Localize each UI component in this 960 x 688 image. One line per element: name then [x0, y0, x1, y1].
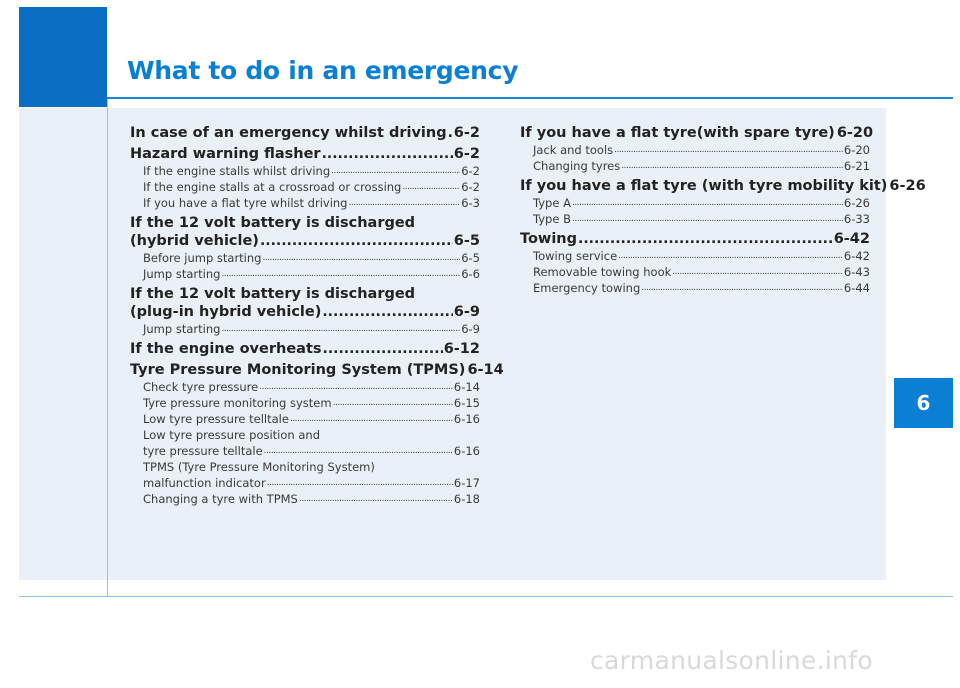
toc-entry-line[interactable]: If the 12 volt battery is discharged — [130, 286, 416, 302]
toc-leader-dots — [448, 124, 453, 142]
toc-subsection-entry[interactable] — [130, 321, 480, 337]
toc-page-number: 6-26 — [889, 178, 926, 194]
toc-subsection-entry[interactable] — [130, 266, 480, 282]
toc-entry-title: Removable towing hook — [533, 265, 672, 279]
toc-page-number: 6-5 — [461, 251, 480, 265]
toc-leader-dots — [264, 443, 453, 459]
toc-leader-dots — [221, 266, 460, 282]
toc-section-entry[interactable] — [130, 340, 480, 358]
toc-leader-dots — [299, 491, 453, 507]
toc-leader-dots — [621, 158, 843, 174]
toc-page-number: 6-2 — [453, 146, 480, 162]
toc-leader-dots — [322, 145, 453, 163]
toc-entry-title: Hazard warning flasher — [130, 146, 321, 162]
toc-entry-title: Tyre pressure monitoring system — [143, 396, 332, 410]
toc-page-number: 6-20 — [843, 143, 870, 157]
toc-page-number: 6-17 — [453, 476, 480, 490]
footer-rule — [19, 596, 953, 597]
toc-leader-dots — [618, 248, 843, 264]
toc-page-number: 6-33 — [843, 212, 870, 226]
toc-section-entry[interactable] — [520, 230, 870, 248]
toc-leader-dots — [333, 395, 453, 411]
chapter-tab[interactable]: 6 — [894, 378, 953, 428]
toc-section-entry[interactable] — [130, 232, 480, 250]
toc-page-number: 6-14 — [453, 380, 480, 394]
toc-entry-title: Type A — [533, 196, 571, 210]
toc-page-number: 6-20 — [836, 125, 874, 141]
toc-leader-dots — [402, 179, 460, 195]
toc-entry-title: (plug-in hybrid vehicle) — [130, 304, 322, 320]
toc-page-number: 6-9 — [461, 322, 480, 336]
toc-entry-title: Emergency towing — [533, 281, 641, 295]
toc-subsection-entry[interactable] — [520, 248, 870, 264]
toc-page-number: 6-15 — [453, 396, 480, 410]
toc-subsection-entry[interactable] — [520, 195, 870, 211]
toc-subsection-entry[interactable] — [130, 250, 480, 266]
toc-page-number: 6-26 — [843, 196, 870, 210]
toc-subsection-entry[interactable] — [520, 158, 870, 174]
toc-section-entry[interactable] — [130, 124, 480, 142]
toc-entry-title: tyre pressure telltale — [143, 444, 263, 458]
toc-entry-title: Towing — [520, 231, 577, 247]
toc-page-number: 6-16 — [453, 412, 480, 426]
toc-page-number: 6-42 — [833, 231, 870, 247]
toc-page-number: 6-9 — [453, 304, 480, 320]
toc-entry-title: If the engine stalls whilst driving — [143, 164, 331, 178]
toc-section-entry[interactable] — [130, 361, 504, 379]
toc-section-entry[interactable] — [130, 145, 480, 163]
chapter-color-block — [19, 7, 107, 107]
toc-page-number: 6-5 — [453, 233, 480, 249]
toc-entry-title: Towing service — [533, 249, 618, 263]
toc-subsection-entry[interactable] — [130, 179, 480, 195]
toc-subsection-entry[interactable] — [130, 443, 480, 459]
toc-page-number: 6-2 — [461, 180, 480, 194]
toc-leader-dots — [572, 211, 843, 227]
toc-entry-title: Tyre Pressure Monitoring System (TPMS) — [130, 362, 466, 378]
toc-entry-title: If you have a flat tyre whilst driving — [143, 196, 348, 210]
toc-entry-title: In case of an emergency whilst driving — [130, 125, 447, 141]
toc-section-entry[interactable] — [130, 303, 480, 321]
toc-column-left — [130, 121, 504, 507]
toc-entry-line[interactable]: TPMS (Tyre Pressure Monitoring System) — [143, 460, 375, 474]
toc-entry-title: Type B — [533, 212, 571, 226]
toc-leader-dots — [260, 232, 453, 250]
toc-page-number: 6-3 — [461, 196, 480, 210]
toc-subsection-entry[interactable] — [520, 211, 870, 227]
side-panel — [19, 108, 107, 580]
watermark: carmanualsonline.info — [590, 646, 873, 675]
toc-leader-dots — [641, 280, 843, 296]
toc-leader-dots — [267, 475, 453, 491]
toc-subsection-entry[interactable] — [520, 264, 870, 280]
toc-subsection-entry[interactable] — [130, 195, 480, 211]
toc-leader-dots — [323, 340, 443, 358]
toc-page-number: 6-2 — [461, 164, 480, 178]
toc-leader-dots — [221, 321, 460, 337]
toc-page-number: 6-21 — [843, 159, 870, 173]
toc-entry-title: Changing a tyre with TPMS — [143, 492, 298, 506]
toc-section-entry[interactable] — [520, 124, 874, 142]
toc-column-right — [520, 121, 926, 296]
toc-leader-dots — [614, 142, 843, 158]
toc-page-number: 6-14 — [467, 362, 504, 378]
toc-subsection-entry[interactable] — [130, 395, 480, 411]
toc-subsection-entry[interactable] — [130, 475, 480, 491]
toc-entry-title: Low tyre pressure telltale — [143, 412, 289, 426]
margin-rule — [107, 99, 108, 597]
toc-entry-title: If the engine overheats — [130, 341, 322, 357]
toc-subsection-entry[interactable] — [130, 411, 480, 427]
toc-entry-title: Check tyre pressure — [143, 380, 259, 394]
toc-entry-title: Jump starting — [143, 322, 221, 336]
toc-page-number: 6-16 — [453, 444, 480, 458]
toc-entry-title: Jump starting — [143, 267, 221, 281]
toc-page-number: 6-44 — [843, 281, 870, 295]
toc-subsection-entry[interactable] — [520, 280, 870, 296]
toc-page-number: 6-2 — [453, 125, 480, 141]
toc-entry-title: malfunction indicator — [143, 476, 266, 490]
toc-entry-title: If you have a flat tyre(with spare tyre) — [520, 125, 835, 141]
toc-entry-title: (hybrid vehicle) — [130, 233, 259, 249]
toc-entry-title: If the engine stalls at a crossroad or crossing — [143, 180, 402, 194]
title-underline — [107, 97, 953, 99]
toc-entry-title: Jack and tools — [533, 143, 614, 157]
toc-subsection-entry[interactable] — [130, 379, 480, 395]
toc-subsection-entry[interactable] — [130, 491, 480, 507]
toc-page-number: 6-12 — [443, 341, 480, 357]
toc-leader-dots — [672, 264, 843, 280]
toc-page-number: 6-42 — [843, 249, 870, 263]
toc-entry-line[interactable]: Low tyre pressure position and — [143, 428, 320, 442]
toc-leader-dots — [348, 195, 460, 211]
toc-subsection-entry[interactable] — [130, 163, 480, 179]
toc-leader-dots — [322, 303, 452, 321]
toc-subsection-entry[interactable] — [520, 142, 870, 158]
toc-leader-dots — [290, 411, 453, 427]
toc-page-number: 6-18 — [453, 492, 480, 506]
toc-page-number: 6-43 — [843, 265, 870, 279]
toc-leader-dots — [262, 250, 460, 266]
toc-leader-dots — [572, 195, 843, 211]
toc-leader-dots — [578, 230, 833, 248]
toc-section-entry[interactable] — [520, 177, 926, 195]
toc-entry-title: If you have a flat tyre (with tyre mobility kit) — [520, 178, 888, 194]
toc-leader-dots — [331, 163, 460, 179]
toc-entry-title: Before jump starting — [143, 251, 262, 265]
page-title: What to do in an emergency — [127, 56, 519, 85]
toc-entry-line[interactable]: If the 12 volt battery is discharged — [130, 215, 416, 231]
toc-entry-title: Changing tyres — [533, 159, 621, 173]
toc-page-number: 6-6 — [461, 267, 480, 281]
toc-leader-dots — [259, 379, 453, 395]
